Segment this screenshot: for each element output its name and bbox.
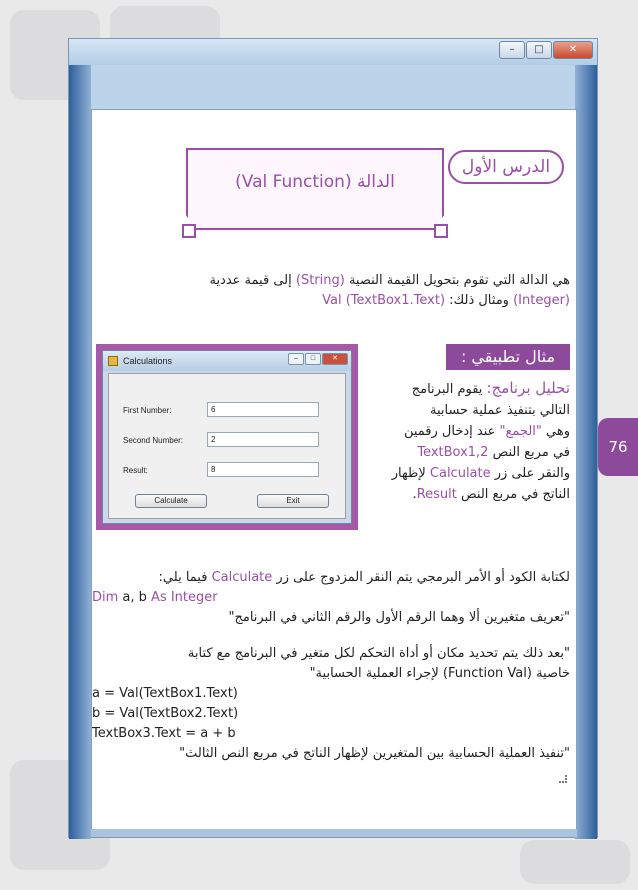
dialog-screenshot-frame [96,344,358,530]
lesson-tag: الدرس الأول [448,150,564,184]
integer-term: (Integer) [513,293,570,308]
addition-term: "الجمع" [499,424,542,439]
analysis-heading: تحليل برنامج: [486,379,570,397]
analysis-text: يقوم البرنامج [411,382,487,397]
app-icon [108,356,118,366]
window-titlebar [69,39,597,65]
code-comment: "تنفيذ العملية الحسابية بين المتغيرين لإظهار الناتج في مربع النص الثالث" [179,746,570,761]
code-line-c: TextBox3.Text = a + b [92,726,236,741]
textbox-term: TextBox1,2 [417,445,489,460]
second-number-label: Second Number: [123,436,184,445]
first-number-label: First Number: [123,406,172,415]
bg-block [520,840,630,884]
lesson-title: الدالة (Val Function) [235,172,395,192]
calculate-button[interactable]: Calculate [135,494,207,508]
dim-statement [92,588,570,608]
banner-curl-icon [182,224,196,238]
code-section [92,568,570,764]
close-icon[interactable]: ✕ [553,41,593,59]
result-label: Result: [123,466,148,475]
example-badge: مثال تطبيقي : [446,344,570,370]
analysis-paragraph [372,378,570,505]
analysis-text: وهي [541,424,570,439]
dialog-titlebar [103,351,351,371]
resize-grip-icon[interactable] [559,775,567,783]
maximize-icon[interactable]: □ [526,41,552,59]
result-term: Result [416,487,457,502]
dim-type: As Integer [151,590,218,605]
result-input[interactable]: 8 [207,462,319,477]
second-number-input[interactable]: 2 [207,432,319,447]
dim-vars: a, b [118,590,152,605]
page-number: 76 [598,418,638,476]
window-controls [499,41,593,59]
dialog-body [108,373,346,519]
window-side-right [575,65,597,839]
code-line-a: a = Val(TextBox1.Text) [92,686,238,701]
code-intro-text: فيما يلي: [158,570,212,585]
dialog-controls [288,353,348,365]
intro-paragraph [92,271,570,311]
string-term: (String) [295,273,345,288]
minimize-icon[interactable]: – [499,41,525,59]
code-comment: "تعريف متغيرين ألا وهما الرقم الأول والرقم الثاني في البرنامج" [228,610,570,625]
dialog-title: Calculations [123,356,173,366]
code-line-b: b = Val(TextBox2.Text) [92,706,239,721]
code-comment: "بعد ذلك يتم تحديد مكان أو أداة التحكم لكل متغير في البرنامج مع كتابة [187,646,570,661]
window-bottom-bar [91,829,577,837]
intro-text: ومثال ذلك: [445,293,514,308]
close-icon[interactable]: ✕ [322,353,348,365]
minimize-icon[interactable]: – [288,353,304,365]
calculate-term: Calculate [429,466,491,481]
window-side-left [69,65,91,839]
intro-text: إلى قيمة عددية [209,273,296,288]
intro-text: هي الدالة التي تقوم بتحويل القيمة النصية [344,273,570,288]
code-intro-text: لكتابة الكود أو الأمر البرمجي يتم النقر المزدوج على زر [272,570,570,585]
calculate-term: Calculate [211,570,273,585]
banner-curl-icon [434,224,448,238]
analysis-text: لإظهار [391,466,430,481]
analysis-text: الناتج في مربع النص [456,487,570,502]
analysis-text: عند إدخال رقمين [403,424,500,439]
code-comment: خاصية (Function Val) لإجراء العملية الحسابية" [309,666,570,681]
analysis-text: والنقر على زر [490,466,570,481]
code-intro [92,568,570,588]
analysis-text: التالي بتنفيذ عملية حسابية [429,403,570,418]
val-example: Val (TextBox1.Text) [322,293,446,308]
analysis-text: . [412,487,417,502]
exit-button[interactable]: Exit [257,494,329,508]
first-number-input[interactable]: 6 [207,402,319,417]
analysis-text: في مربع النص [488,445,570,460]
dim-keyword: Dim [92,590,119,605]
maximize-icon[interactable]: □ [305,353,321,365]
calculations-dialog [102,350,352,524]
